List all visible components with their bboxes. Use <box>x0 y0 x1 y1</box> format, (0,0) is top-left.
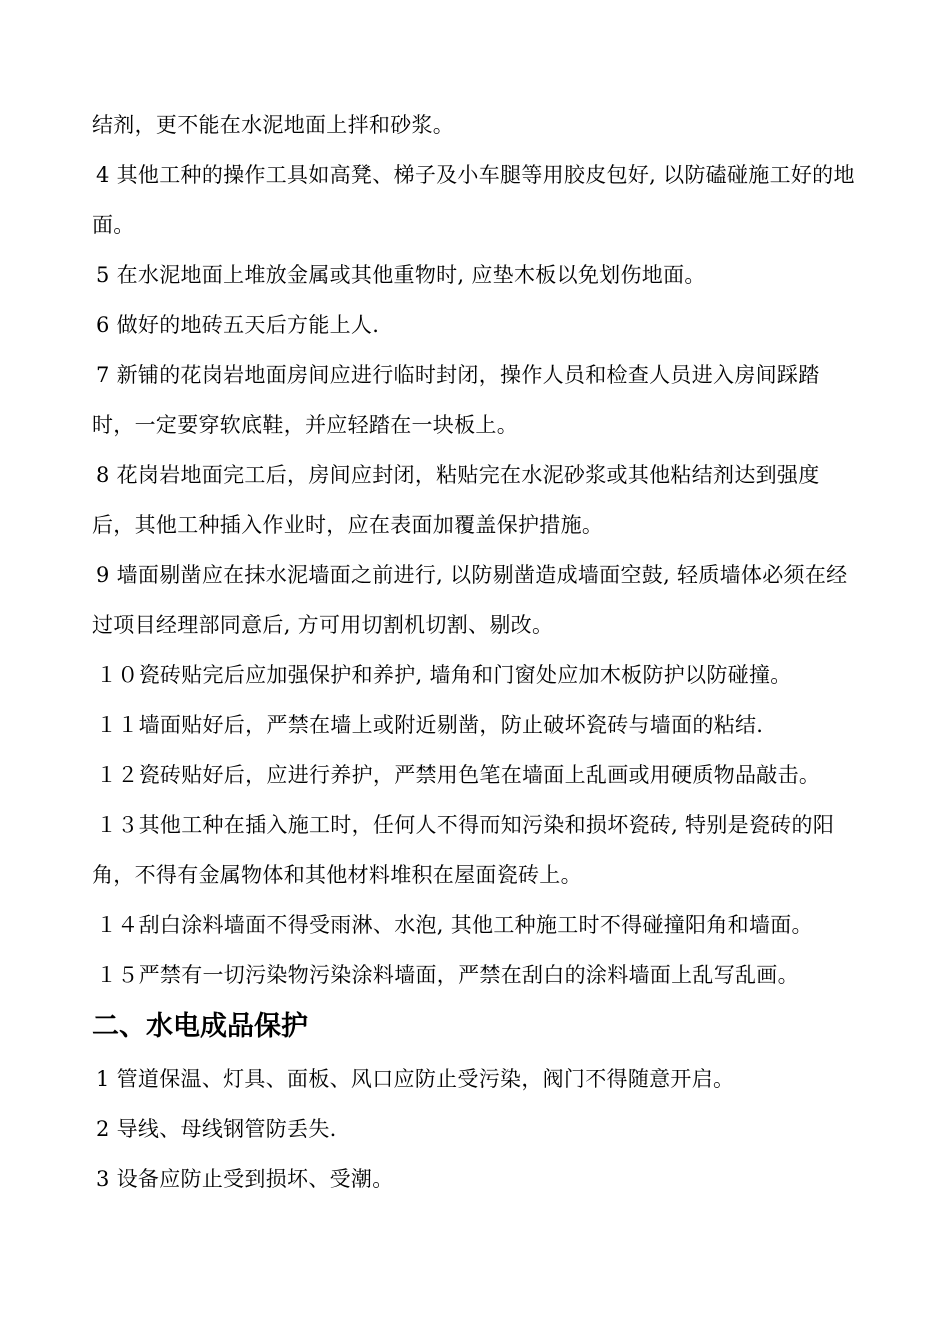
paragraph-item-5: 5 在水泥地面上堆放金属或其他重物时, 应垫木板以免划伤地面。 <box>96 263 706 287</box>
paragraph-section2-item-2: 2 导线、母线钢管防丢失. <box>96 1117 337 1141</box>
paragraph-item-15: １５严禁有一切污染物污染涂料墙面，严禁在刮白的涂料墙面上乱写乱画。 <box>96 963 799 987</box>
paragraph-item-7: 7 新铺的花岗岩地面房间应进行临时封闭，操作人员和检查人员进入房间踩踏时，一定要穿软底鞋，并应轻踏在一块板上。 <box>92 363 820 437</box>
section-heading: 二、水电成品保护 <box>92 1011 308 1042</box>
paragraph-item-8: 8 花岗岩地面完工后，房间应封闭，粘贴完在水泥砂浆或其他粘结剂达到强度后，其他工种插入作业时，应在表面加覆盖保护措施。 <box>92 463 820 537</box>
paragraph-item-4: 4 其他工种的操作工具如高凳、梯子及小车腿等用胶皮包好, 以防磕碰施工好的地面。 <box>92 163 855 237</box>
paragraph-continuation: 结剂，更不能在水泥地面上拌和砂浆。 <box>92 113 455 137</box>
document-page <box>92 100 862 1204</box>
paragraph-section2-item-3: 3 设备应防止受到损坏、受潮。 <box>96 1167 394 1191</box>
paragraph-item-11: １１墙面贴好后，严禁在墙上或附近剔凿，防止破坏瓷砖与墙面的粘结. <box>96 713 764 737</box>
paragraph-item-9: 9 墙面剔凿应在抹水泥墙面之前进行, 以防剔凿造成墙面空鼓, 轻质墙体必须在经过项目经理部同意后, 方可用切割机切割、剔改。 <box>92 563 848 637</box>
paragraph-item-10: １０瓷砖贴完后应加强保护和养护, 墙角和门窗处应加木板防护以防碰撞。 <box>96 663 792 687</box>
paragraph-item-12: １２瓷砖贴好后，应进行养护，严禁用色笔在墙面上乱画或用硬质物品敲击。 <box>96 763 821 787</box>
paragraph-item-6: 6 做好的地砖五天后方能上人. <box>96 313 380 337</box>
paragraph-section2-item-1: 1 管道保温、灯具、面板、风口应防止受污染，阀门不得随意开启。 <box>96 1067 735 1091</box>
paragraph-item-14: １４刮白涂料墙面不得受雨淋、水泡, 其他工种施工时不得碰撞阳角和墙面。 <box>96 913 813 937</box>
paragraph-item-13: １３其他工种在插入施工时，任何人不得而知污染和损坏瓷砖, 特别是瓷砖的阳角，不得有金属物体和其他材料堆积在屋面瓷砖上。 <box>92 813 835 887</box>
